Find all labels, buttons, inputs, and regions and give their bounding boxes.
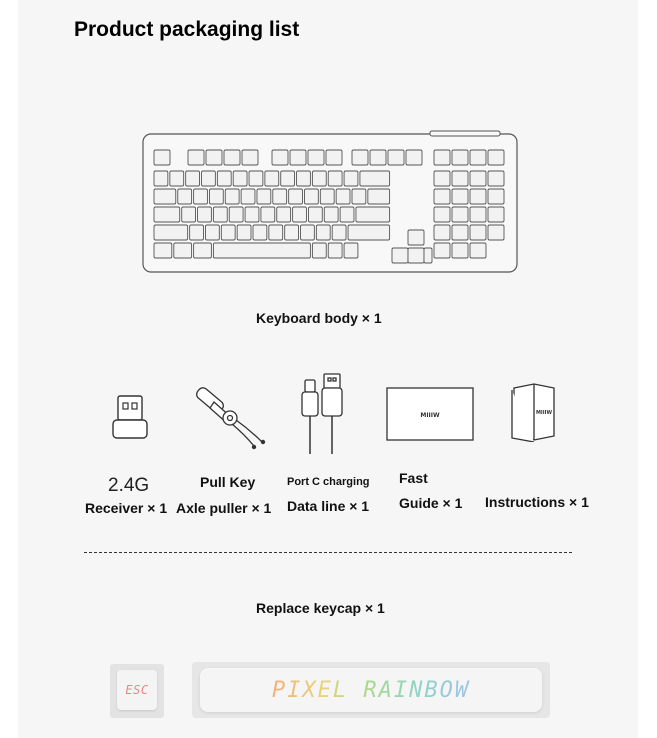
keyboard-key <box>190 225 204 240</box>
keyboard-key <box>188 150 204 165</box>
keyboard-key <box>241 189 255 204</box>
keyboard-key <box>316 225 330 240</box>
keyboard-key <box>301 225 315 240</box>
keyboard-key <box>452 243 468 258</box>
puller-label: Axle puller × 1 <box>176 500 272 516</box>
keyboard-key <box>209 189 223 204</box>
keyboard-key <box>452 207 468 222</box>
keyboard-key <box>257 189 271 204</box>
keyboard-key <box>154 207 180 222</box>
keyboard-key <box>488 207 504 222</box>
cable-label: Data line × 1 <box>287 498 370 514</box>
keyboard-key <box>194 243 212 258</box>
keyboard-key <box>154 150 170 165</box>
keyboard-key <box>178 189 192 204</box>
keyboard-key <box>344 171 358 186</box>
keyboard-key <box>272 150 288 165</box>
keyboard-key <box>289 189 303 204</box>
keyboard-key <box>290 150 306 165</box>
keyboard-key <box>328 243 342 258</box>
keyboard-key <box>265 171 279 186</box>
keyboard-key <box>281 171 295 186</box>
keyboard-key <box>249 171 263 186</box>
keyboard-key <box>470 171 486 186</box>
keyboard-key <box>368 189 390 204</box>
keyboard-key <box>194 189 208 204</box>
keyboard-key <box>488 150 504 165</box>
keyboard-illustration <box>142 130 520 281</box>
guide-title: Fast <box>399 470 428 486</box>
keyboard-key <box>408 230 424 245</box>
spacebar-keycap-text: PIXEL RAINBOW <box>271 677 471 703</box>
keyboard-key <box>352 189 366 204</box>
keyboard-key <box>154 171 168 186</box>
keyboard-key <box>237 225 251 240</box>
keyboard-key <box>352 150 368 165</box>
keyboard-key <box>320 189 334 204</box>
keyboard-key <box>213 207 227 222</box>
content-panel <box>18 0 638 738</box>
keyboard-key <box>308 150 324 165</box>
puller-title: Pull Key <box>200 474 256 490</box>
keyboard-key <box>470 243 486 258</box>
keyboard-key <box>470 207 486 222</box>
replace-keycap-label: Replace keycap × 1 <box>256 600 385 616</box>
keyboard-key <box>269 225 283 240</box>
keyboard-key <box>182 207 196 222</box>
usb-c-cable-icon <box>298 372 348 461</box>
keyboard-key <box>312 171 326 186</box>
section-divider <box>84 552 572 553</box>
instructions-booklet-icon <box>510 380 558 447</box>
keyboard-key <box>370 150 386 165</box>
keyboard-key <box>424 248 432 263</box>
keyboard-key <box>174 243 192 258</box>
keyboard-key <box>328 171 342 186</box>
keyboard-key <box>217 171 231 186</box>
keyboard-key <box>340 207 354 222</box>
keyboard-key <box>202 171 216 186</box>
keyboard-key <box>434 243 450 258</box>
keyboard-key <box>392 248 408 263</box>
keyboard-key <box>470 150 486 165</box>
keyboard-key <box>324 207 338 222</box>
keyboard-key <box>225 189 239 204</box>
keyboard-key <box>261 207 275 222</box>
keyboard-key <box>434 207 450 222</box>
keyboard-label: Keyboard body × 1 <box>256 310 382 326</box>
keyboard-key <box>488 225 504 240</box>
keyboard-key <box>229 207 243 222</box>
instructions-label: Instructions × 1 <box>485 494 589 510</box>
keyboard-key <box>434 171 450 186</box>
keyboard-key <box>312 243 326 258</box>
keyboard-key <box>348 225 390 240</box>
keyboard-key <box>186 171 200 186</box>
key-puller-icon <box>192 380 272 457</box>
keyboard-key <box>285 225 299 240</box>
keyboard-key <box>488 171 504 186</box>
keyboard-key <box>304 189 318 204</box>
guide-label: Guide × 1 <box>399 495 463 511</box>
keyboard-key <box>206 150 222 165</box>
keyboard-key <box>297 171 311 186</box>
keyboard-key <box>154 225 188 240</box>
keyboard-key <box>205 225 219 240</box>
guide-box-logo: MIIIW <box>420 412 440 419</box>
keyboard-key <box>293 207 307 222</box>
keyboard-key <box>452 225 468 240</box>
keyboard-key <box>253 225 267 240</box>
keyboard-key <box>434 225 450 240</box>
keyboard-key <box>470 189 486 204</box>
receiver-icon <box>110 394 152 447</box>
keyboard-key <box>388 150 404 165</box>
keyboard-key <box>488 189 504 204</box>
keyboard-key <box>344 243 358 258</box>
keyboard-key <box>154 189 176 204</box>
keyboard-key <box>242 150 258 165</box>
keyboard-key <box>452 189 468 204</box>
receiver-title: 2.4G <box>108 475 150 496</box>
keyboard-key <box>360 171 390 186</box>
keyboard-key <box>406 150 422 165</box>
keyboard-key <box>277 207 291 222</box>
keyboard-key <box>452 150 468 165</box>
esc-keycap <box>110 664 164 718</box>
keyboard-key <box>308 207 322 222</box>
esc-keycap-text: ESC <box>125 683 149 697</box>
keyboard-key <box>356 207 390 222</box>
keyboard-key <box>224 150 240 165</box>
keyboard-key <box>326 150 342 165</box>
keyboard-key <box>221 225 235 240</box>
page-title: Product packaging list <box>74 18 300 41</box>
keyboard-key <box>245 207 259 222</box>
keyboard-key <box>452 171 468 186</box>
keyboard-key <box>434 150 450 165</box>
keyboard-key <box>408 248 424 263</box>
quick-guide-box-icon <box>386 387 474 446</box>
keyboard-key <box>170 171 184 186</box>
keyboard-key <box>213 243 310 258</box>
keyboard-key <box>336 189 350 204</box>
keyboard-key <box>332 225 346 240</box>
spacebar-keycap <box>192 662 550 718</box>
booklet-logo: MIIIW <box>535 410 553 416</box>
keyboard-key <box>154 243 172 258</box>
receiver-label: Receiver × 1 <box>85 500 168 516</box>
keyboard-key <box>470 225 486 240</box>
keyboard-key <box>198 207 212 222</box>
keyboard-key <box>434 189 450 204</box>
keyboard-key <box>233 171 247 186</box>
keyboard-key <box>273 189 287 204</box>
cable-title: Port C charging <box>287 476 370 488</box>
